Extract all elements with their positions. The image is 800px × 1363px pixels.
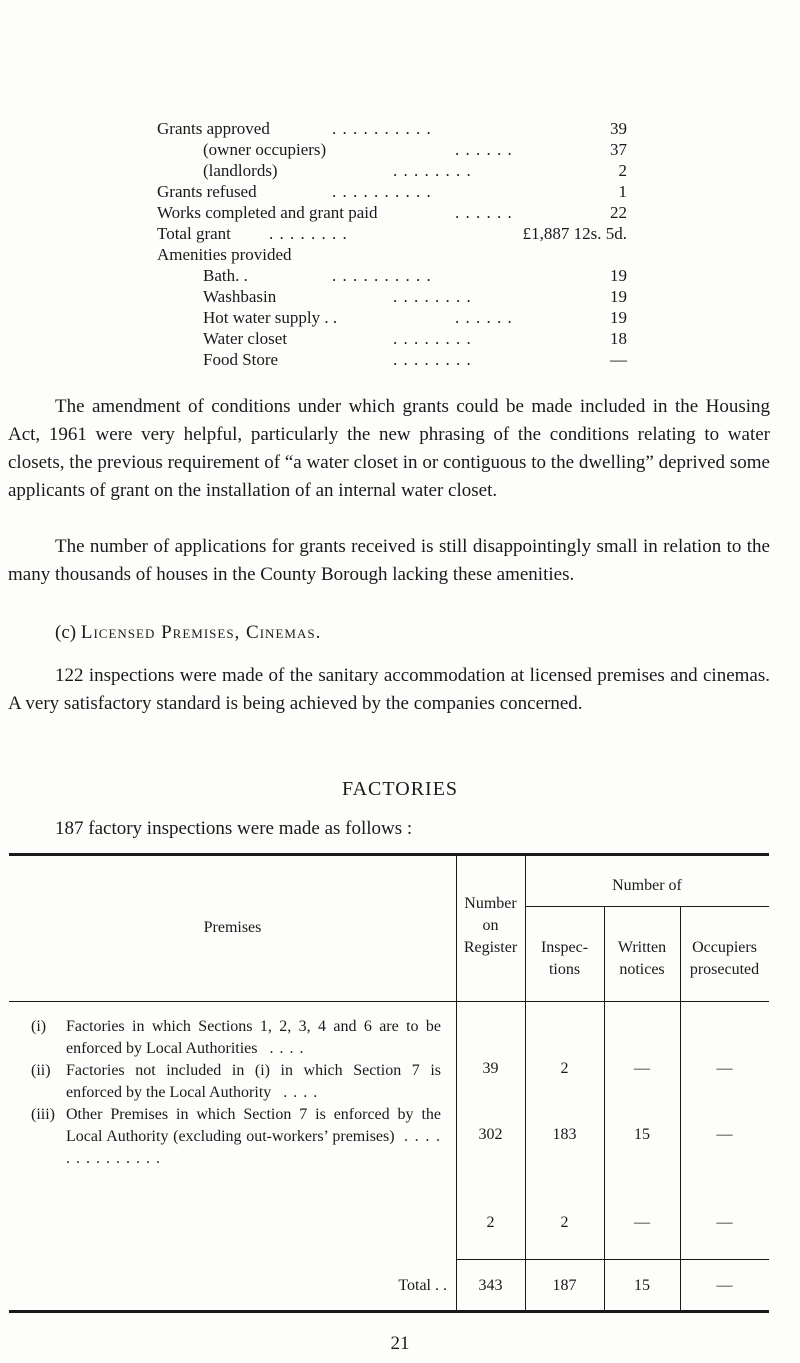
applications-paragraph: The number of applications for grants received is still disappointingly small in relation to the many thousands of houses in the County Borough lacking these amenities. (8, 536, 770, 585)
grants-row-value: 37 (610, 140, 627, 159)
header-inspections (525, 937, 604, 981)
header-register-line1: Number (464, 895, 517, 912)
leader-dots: . . . . . . . . (393, 350, 472, 369)
section-c-heading (55, 622, 321, 644)
total-inspections: 187 (552, 1277, 577, 1294)
grants-row-value: 19 (610, 266, 627, 285)
table-row-label (31, 1060, 441, 1104)
grants-row-value: 19 (610, 308, 627, 327)
cell-occupiers: — (716, 1126, 733, 1143)
total-register: 343 (478, 1277, 503, 1294)
header-inspections-line1: Inspec- (540, 939, 589, 956)
cell-written: — (634, 1214, 650, 1231)
amendment-paragraph: The amendment of conditions under which grants could be made included in the Housing Act, 1961 were very helpful, particularly the new phrasing of the conditions relating to water closets, the previous requirement of “a water closet in or contiguous to the dwelling” deprived some applicants of grant on the installation of an internal water closet. (8, 396, 770, 501)
leader-dots: . . . . (269, 1040, 305, 1057)
row-number: (i) (31, 1018, 47, 1035)
factories-title: FACTORIES (341, 778, 459, 800)
grants-row-label: Bath. . (203, 266, 248, 285)
leader-dots: . . . . . . . . . . (332, 266, 432, 285)
header-written-line2: notices (619, 961, 665, 978)
total-rule (456, 1259, 769, 1260)
cell-written: — (634, 1060, 650, 1077)
grants-row (157, 286, 627, 307)
grants-row-value: — (610, 350, 627, 369)
grants-row (157, 181, 627, 202)
leader-dots: . . . . (283, 1084, 319, 1101)
table-row-label (31, 1016, 441, 1060)
grants-row (157, 244, 627, 265)
grants-row-value: 39 (610, 119, 627, 138)
grants-row-value: 18 (610, 329, 627, 348)
grants-row-label: (landlords) (203, 161, 278, 180)
header-occupiers-line2: prosecuted (689, 961, 760, 978)
total-occupiers: — (716, 1277, 733, 1294)
cell-register: 2 (486, 1214, 495, 1231)
leader-dots: . . . . . . . . . . (332, 182, 432, 201)
leader-dots: . . . . . . (455, 140, 513, 159)
leader-dots: . . . . . . . . . . . . . . (66, 1128, 442, 1167)
leader-dots: . . . . . . (455, 308, 513, 327)
grants-row (157, 307, 627, 328)
row-text: Factories not included in (i) in which Section 7 is enforced by the Local Authority (66, 1062, 441, 1101)
grants-row (157, 139, 627, 160)
grants-row-value: 2 (618, 161, 627, 180)
grants-row-label: Amenities provided (157, 245, 292, 264)
header-register-line3: Register (463, 939, 518, 956)
leader-dots: . . . . . . . . (393, 329, 472, 348)
leader-dots: . . . . . . . . (393, 287, 472, 306)
grants-row-label: Total grant (157, 224, 231, 243)
row-number: (ii) (31, 1062, 51, 1079)
grants-row (157, 328, 627, 349)
header-register (456, 893, 525, 959)
header-register-line2: on (482, 917, 499, 934)
grants-row (157, 265, 627, 286)
grants-row-label: Grants approved (157, 119, 270, 138)
leader-dots: . . . . . . . . (269, 224, 348, 243)
row-text: Other Premises in which Section 7 is enforced by the Local Authority (excluding out-workers’ premises) (66, 1106, 441, 1145)
cell-register: 302 (478, 1126, 503, 1143)
header-occupiers-line1: Occupiers (692, 939, 757, 956)
grants-row-label: (owner occupiers) (203, 140, 327, 159)
cell-inspections: 2 (560, 1214, 569, 1231)
grants-row-label: Grants refused (157, 182, 257, 201)
table-top-rule (9, 853, 769, 856)
premises-list (31, 1016, 441, 1170)
header-inspections-line2: tions (548, 961, 581, 978)
grants-row-label: Works completed and grant paid (157, 203, 378, 222)
factories-intro: 187 factory inspections were made as follows : (55, 818, 413, 839)
table-bottom-rule (9, 1310, 769, 1313)
cell-register: 39 (482, 1060, 499, 1077)
col-rule-inspections (525, 853, 526, 1313)
grants-row-label: Food Store (203, 350, 279, 369)
grants-row-value: 1 (618, 182, 627, 201)
factories-table (9, 853, 769, 1313)
header-occupiers (680, 937, 769, 981)
grants-row-value: £1,887 12s. 5d. (522, 224, 627, 243)
page-number: 21 (390, 1333, 410, 1354)
table-row-label (31, 1104, 441, 1170)
grants-row (157, 223, 627, 244)
header-rule (9, 1001, 769, 1002)
grants-row (157, 160, 627, 181)
cell-inspections: 2 (560, 1060, 569, 1077)
total-label: Total . . (398, 1277, 447, 1294)
row-number: (iii) (31, 1106, 55, 1123)
cell-occupiers: — (716, 1214, 733, 1231)
grants-row (157, 118, 627, 139)
section-c-title: Licensed Premises, Cinemas. (80, 622, 322, 643)
leader-dots: . . . . . . . . (393, 161, 472, 180)
cell-written: 15 (634, 1126, 650, 1143)
inspections-paragraph: 122 inspections were made of the sanitary accommodation at licensed premises and cinemas. A very satisfactory standard is being achieved by the companies concerned. (8, 665, 770, 714)
number-of-rule (525, 906, 769, 907)
cell-inspections: 183 (552, 1126, 577, 1143)
leader-dots: . . . . . . . . . . (332, 119, 432, 138)
grants-summary (157, 118, 627, 370)
header-written (604, 937, 680, 981)
section-c-prefix: (c) (55, 622, 77, 643)
grants-row (157, 202, 627, 223)
row-text: Factories in which Sections 1, 2, 3, 4 and 6 are to be enforced by Local Authorities (66, 1018, 441, 1057)
grants-row (157, 349, 627, 370)
grants-row-value: 19 (610, 287, 627, 306)
grants-row-label: Hot water supply . . (203, 308, 338, 327)
grants-row-value: 22 (610, 203, 627, 222)
total-written: 15 (634, 1277, 650, 1294)
header-number-of: Number of (612, 877, 682, 894)
grants-row-label: Washbasin (203, 287, 277, 306)
leader-dots: . . . . . . (455, 203, 513, 222)
grants-row-label: Water closet (203, 329, 288, 348)
cell-occupiers: — (716, 1060, 733, 1077)
header-premises: Premises (203, 919, 262, 936)
header-written-line1: Written (617, 939, 667, 956)
